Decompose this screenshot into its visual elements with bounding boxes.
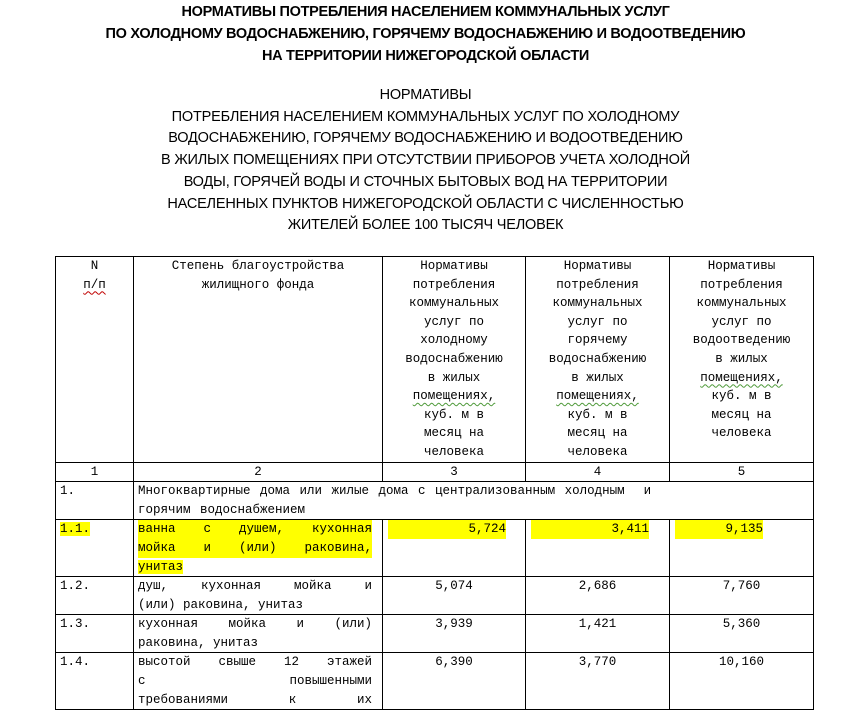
subtitle-line: ПОТРЕБЛЕНИЯ НАСЕЛЕНИЕМ КОММУНАЛЬНЫХ УСЛУГ ПО ХОЛОДНОМУ <box>171 108 680 125</box>
row-description: душ, кухонная мойка и (или) раковина, унитаз <box>134 577 383 615</box>
table-row <box>56 653 814 710</box>
row-number: 1.1. <box>56 520 134 577</box>
table-row <box>56 615 814 653</box>
header-number: N п/п <box>56 257 134 463</box>
cold-water-value: 3,939 <box>383 615 526 653</box>
header-cold-water: Нормативы потребления коммунальных услуг по холодному водоснабжению в жилых помещениях, куб. м в месяц на человека <box>383 257 526 463</box>
row-description: кухонная мойка и (или) раковина, унитаз <box>134 615 383 653</box>
cold-water-value: 5,074 <box>383 577 526 615</box>
section-title: Многоквартирные дома или жилые дома с централизованным холодным и горячим водоснабжением <box>134 482 814 520</box>
section-row <box>56 482 814 520</box>
header-housing-level: Степень благоустройства жилищного фонда <box>134 257 383 463</box>
header-drainage: Нормативы потребления коммунальных услуг по водоотведению в жилых помещениях, куб. м в месяц на человека <box>670 257 814 463</box>
drainage-value: 9,135 <box>670 520 814 577</box>
column-number: 4 <box>526 462 670 482</box>
spellcheck-word: п/п <box>83 277 106 292</box>
table-row <box>56 577 814 615</box>
row-description: высотой свыше 12 этажей с повышенными требованиями к их <box>134 653 383 710</box>
column-number: 1 <box>56 462 134 482</box>
document-main-title <box>0 0 851 67</box>
row-description: ванна с душем, кухонная мойка и (или) раковина, унитаз <box>134 520 383 577</box>
norms-table <box>55 256 814 710</box>
hot-water-value: 2,686 <box>526 577 670 615</box>
hot-water-value: 3,770 <box>526 653 670 710</box>
main-title-line: НОРМАТИВЫ ПОТРЕБЛЕНИЯ НАСЕЛЕНИЕМ КОММУНАЛЬНЫХ УСЛУГ <box>181 4 670 20</box>
cold-water-value: 5,724 <box>383 520 526 577</box>
table-header-row <box>56 257 814 463</box>
subtitle-line: НОРМАТИВЫ <box>379 87 472 103</box>
column-number: 3 <box>383 462 526 482</box>
document-subtitle <box>0 85 851 237</box>
section-number: 1. <box>56 482 134 520</box>
drainage-value: 7,760 <box>670 577 814 615</box>
column-number: 2 <box>134 462 383 482</box>
drainage-value: 10,160 <box>670 653 814 710</box>
subtitle-line: ВОДЫ, ГОРЯЧЕЙ ВОДЫ И СТОЧНЫХ БЫТОВЫХ ВОД НА ТЕРРИТОРИИ <box>183 173 668 190</box>
column-number: 5 <box>670 462 814 482</box>
subtitle-line: В ЖИЛЫХ ПОМЕЩЕНИЯХ ПРИ ОТСУТСТВИИ ПРИБОРОВ УЧЕТА ХОЛОДНОЙ <box>161 152 690 169</box>
main-title-line: ПО ХОЛОДНОМУ ВОДОСНАБЖЕНИЮ, ГОРЯЧЕМУ ВОДОСНАБЖЕНИЮ И ВОДООТВЕДЕНИЮ <box>105 26 746 42</box>
cold-water-value: 6,390 <box>383 653 526 710</box>
hot-water-value: 1,421 <box>526 615 670 653</box>
row-number: 1.3. <box>56 615 134 653</box>
row-number: 1.4. <box>56 653 134 710</box>
row-number: 1.2. <box>56 577 134 615</box>
drainage-value: 5,360 <box>670 615 814 653</box>
hot-water-value: 3,411 <box>526 520 670 577</box>
table-row <box>56 520 814 577</box>
header-hot-water: Нормативы потребления коммунальных услуг по горячему водоснабжению в жилых помещениях, куб. м в месяц на человека <box>526 257 670 463</box>
subtitle-line: ВОДОСНАБЖЕНИЮ, ГОРЯЧЕМУ ВОДОСНАБЖЕНИЮ И ВОДООТВЕДЕНИЮ <box>168 130 683 147</box>
column-number-row <box>56 462 814 482</box>
subtitle-line: ЖИТЕЛЕЙ БОЛЕЕ 100 ТЫСЯЧ ЧЕЛОВЕК <box>287 217 564 234</box>
subtitle-line: НАСЕЛЕННЫХ ПУНКТОВ НИЖЕГОРОДСКОЙ ОБЛАСТИ С ЧИСЛЕННОСТЬЮ <box>167 195 684 212</box>
main-title-line: НА ТЕРРИТОРИИ НИЖЕГОРОДСКОЙ ОБЛАСТИ <box>261 48 590 64</box>
